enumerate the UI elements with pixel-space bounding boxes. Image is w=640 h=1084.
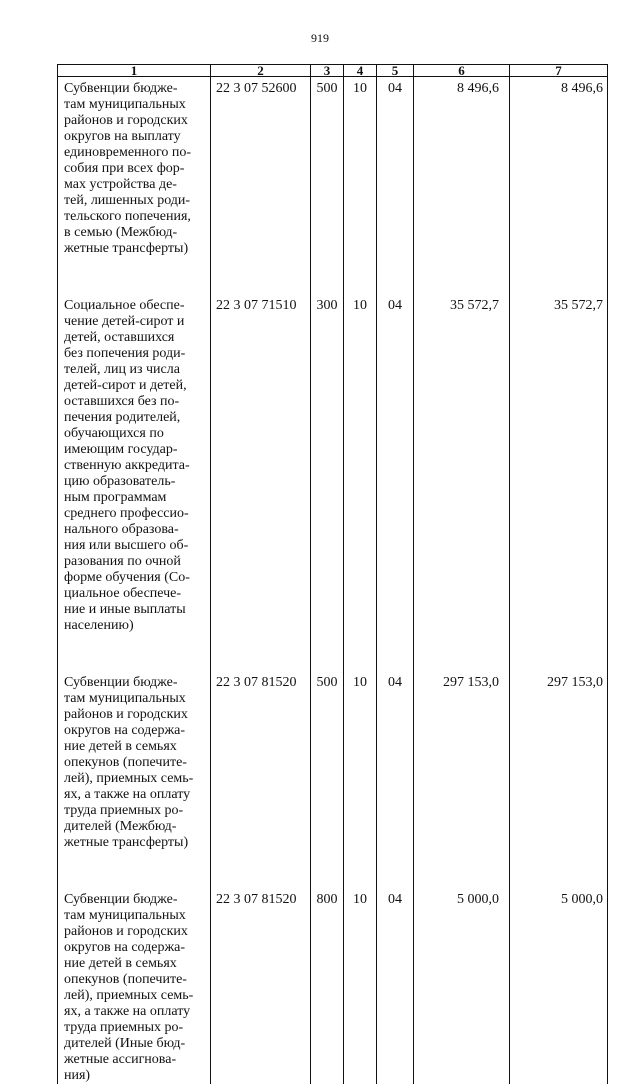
header-col-6: 6 (414, 65, 510, 77)
page-number: 919 (0, 31, 640, 46)
row-col-3: 500 (311, 671, 344, 888)
table-body (58, 77, 608, 1084)
row-amount-7: 5 000,0 (510, 888, 608, 1084)
row-col-5: 04 (377, 77, 414, 295)
header-col-5: 5 (377, 65, 414, 77)
row-amount-6: 297 153,0 (414, 671, 510, 888)
header-col-4: 4 (344, 65, 377, 77)
header-row (58, 65, 608, 77)
header-col-2: 2 (211, 65, 311, 77)
row-name: Субвенции бюдже- там муниципальных районов и городских округов на содержа- ние детей в семьях опекунов (попечите- лей), приемных семь- ях, а также на оплату труда приемных ро- дителей (Межбюд- жетные трансферты) (58, 671, 211, 888)
row-code: 22 3 07 71510 (211, 294, 311, 671)
row-code: 22 3 07 52600 (211, 77, 311, 295)
row-col-5: 04 (377, 671, 414, 888)
budget-table (57, 64, 608, 1084)
table-row (58, 671, 608, 888)
row-code: 22 3 07 81520 (211, 671, 311, 888)
row-amount-6: 8 496,6 (414, 77, 510, 295)
table-row (58, 294, 608, 671)
row-col-4: 10 (344, 671, 377, 888)
row-col-4: 10 (344, 294, 377, 671)
row-col-4: 10 (344, 77, 377, 295)
row-col-3: 800 (311, 888, 344, 1084)
row-col-5: 04 (377, 294, 414, 671)
row-amount-7: 297 153,0 (510, 671, 608, 888)
row-code: 22 3 07 81520 (211, 888, 311, 1084)
row-amount-6: 5 000,0 (414, 888, 510, 1084)
table-row (58, 77, 608, 295)
header-col-7: 7 (510, 65, 608, 77)
row-col-3: 300 (311, 294, 344, 671)
row-col-4: 10 (344, 888, 377, 1084)
row-amount-6: 35 572,7 (414, 294, 510, 671)
row-name: Социальное обеспе- чение детей-сирот и детей, оставшихся без попечения роди- телей, лиц из числа детей-сирот и детей, оставшихся без по- печения родителей, обучающихся по имеющим государ- ственную аккредита- цию образователь- ным программам среднего профессио- нального образова- ния или высшего об- разования по очной форме обучения (Со- циальное обеспече- ние и иные выплаты населению) (58, 294, 211, 671)
row-name: Субвенции бюдже- там муниципальных районов и городских округов на выплату единовременного по- собия при всех фор- мах устройства де- тей, лишенных роди- тельского попечения, в семью (Межбюд- жетные трансферты) (58, 77, 211, 295)
table-header (58, 65, 608, 77)
header-col-3: 3 (311, 65, 344, 77)
table-row (58, 888, 608, 1084)
row-col-3: 500 (311, 77, 344, 295)
row-amount-7: 35 572,7 (510, 294, 608, 671)
row-amount-7: 8 496,6 (510, 77, 608, 295)
row-name: Субвенции бюдже- там муниципальных районов и городских округов на содержа- ние детей в семьях опекунов (попечите- лей), приемных семь- ях, а также на оплату труда приемных ро- дителей (Иные бюд- жетные ассигнова- ния) (58, 888, 211, 1084)
row-col-5: 04 (377, 888, 414, 1084)
header-col-1: 1 (58, 65, 211, 77)
